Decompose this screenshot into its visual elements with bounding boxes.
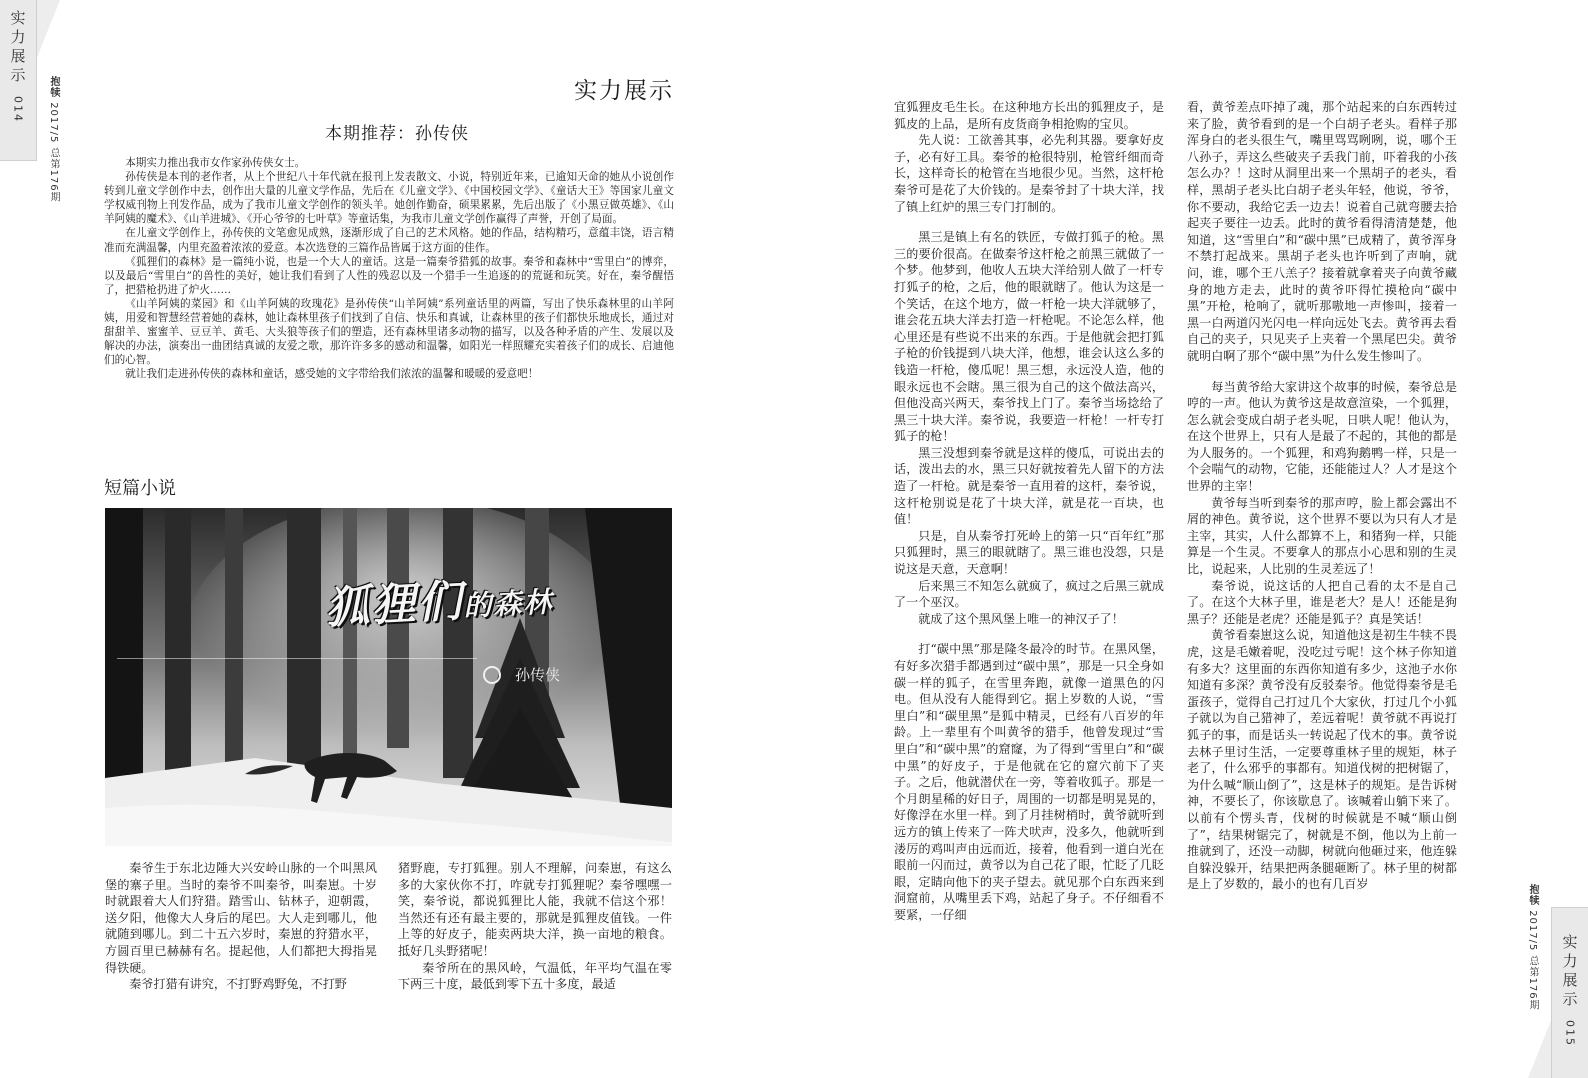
story-column-2: [398, 860, 672, 993]
story-column-3: [894, 99, 1164, 924]
story-title-small: 的森林: [462, 585, 555, 623]
story-title-main: 狐狸们: [324, 575, 465, 634]
title-rule: [117, 658, 477, 659]
story-paragraph: 就成了这个黑风堡上唯一的神汉子了！: [918, 611, 1124, 626]
page-number: 014: [11, 96, 25, 123]
story-paragraph: 先人说：工欲善其事，必先利其器。要拿好皮子，必有好工具。秦爷的枪很特别，枪管纤细而奇长，这样奇长的枪管在当地很少见。当然，这杆枪秦爷可是花了大价钱的。是秦爷封了十块大洋，找了镇上红炉的黑三专门打制的。: [894, 133, 1164, 214]
intro-paragraph: 就让我们走进孙传侠的森林和童话，感受她的文字带给我们浓浓的温馨和暖暖的爱意吧！: [125, 368, 539, 381]
feature-title: 本期推荐：孙传侠: [325, 124, 469, 144]
story-paragraph: 看，黄爷差点吓掉了魂，那个站起来的白东西转过来了脸，黄爷看到的是一个白胡子老头。看样子那浑身白的老头很生气，嘴里骂骂咧咧，说，哪个王八孙子，弄这么些破夹子丢我门前，吓着我的小孩怎么办？！这时从洞里出来一个黑胡子的老头，看样，黑胡子老头比白胡子老头年轻，他说，爷爷，你不要动，我给它丢一边去！说着自己就弯腰去拾起夹子要往一边丢。此时的黄爷看得清清楚楚，他知道，这“雪里白”和“碳中黑”已成精了，黄爷浑身不禁打起战来。黑胡子老头也许听到了声响，就问，谁，哪个王八羔子？接着就拿着夹子向黄爷藏身的地方走去，此时的黄爷吓得忙摸枪向“碳中黑”开枪，枪响了，就听那嗷地一声惨叫，接着一黑一白两道闪光闪电一样向远处飞去。黄爷再去看自己的夹子，只见夹子上夹着一个黑尾巴尖。黄爷就明白啊了那个“碳中黑”为什么发生惨叫了。: [1187, 100, 1457, 363]
intro-paragraph: 《狐狸们的森林》是一篇纯小说，也是一个大人的童话。这是一篇秦爷猎狐的故事。秦爷和森林中“雪里白”的博弈，以及最后“雪里白”的兽性的美好，她让我们看到了人性的残忍以及一个猎手一生追逐的的荒诞和玩笑。好在，秦爷醒悟了，把猎枪扔进了炉火……: [104, 255, 674, 296]
intro-paragraph: 在儿童文学创作上，孙传侠的文笔愈见成熟，逐渐形成了自己的艺术风格。她的作品，结构精巧，意蕴丰饶，语言精准而充满温馨，内里充盈着浓浓的爱意。本次选登的三篇作品皆属于这方面的佳作。: [104, 227, 674, 254]
forest-scene-image: [105, 508, 672, 846]
intro-paragraph: 本期实力推出我市女作家孙传侠女士。: [125, 157, 306, 169]
story-paragraph: 黄爷看秦崽这么说，知道他这是初生牛犊不畏虎，这是毛嫩着呢，没吃过亏呢！这个林子你知道有多大？这里面的东西你知道有多少，这池子水你知道有多深？黄爷没有反驳秦爷。他觉得秦爷是毛蛋孩子，觉得自己打过几个大家伙，打过几个小狐子就以为自己猎神了，差远着呢！黄爷就不再说打狐子的事，而是话头一转说起了伐木的事。黄爷说去林子里讨生活，一定要尊重林子里的规矩，林子老了，什么邪乎的事都有。知道伐树的把树锯了，为什么喊“顺山倒了”，这是林子的规矩。是告诉树神，不要长了，你该歇息了。该喊着山躺下来了。以前有个愣头青，伐树的时候就是不喊“顺山倒了”，结果树锯完了，树就是不倒，他以为上前一推就到了，还没一动脚，树就向他砸过来，他连躲自躲没躲开，结果把两条腿砸断了。林子里的树都是上了岁数的，最小的也有几百岁: [1187, 628, 1457, 892]
page-number: 015: [1563, 1020, 1577, 1047]
tab-section-label: 实力展示: [8, 10, 27, 86]
right-page: [794, 0, 1588, 1078]
story-column-4: [1187, 99, 1457, 893]
margin-tab-right: [1551, 907, 1588, 1078]
issue-number: 总第176期: [1527, 955, 1538, 1011]
issue-date: 2017/5: [1527, 910, 1538, 952]
story-paragraph: 后来黑三不知怎么就疯了，疯过之后黑三就成了一个巫汉。: [894, 578, 1164, 610]
story-paragraph: 黑三是镇上有名的铁匠，专做打狐子的枪。黑三的要价很高。在做秦爷这杆枪之前黑三就做了一个梦。他梦到，他收人五块大洋给别人做了一杆专打狐子的枪，之后，他的眼就瞎了。他认为这是一个笑话，在这个地方，做一杆枪一块大洋就够了，谁会花五块大洋去打造一杆枪呢。不论怎么样，他心里还是有些说不出来的东西。于是他就会把打狐子枪的价钱提到八块大洋，他想，谁会认这么多的钱造一杆枪，傻瓜呢！黑三想，永远没人造，他的眼永远也不会瞎。黑三很为自己的这个做法高兴，但他没高兴两天，秦爷找上门了。秦爷当场捻给了黑三十块大洋。秦爷说，我要造一杆枪！一杆专打狐子的枪！: [894, 230, 1164, 444]
intro-text: [104, 156, 674, 382]
intro-paragraph: 《山羊阿姨的菜园》和《山羊阿姨的玫瑰花》是孙传侠“山羊阿姨”系列童话里的两篇，写出了快乐森林里的山羊阿姨，用爱和智慧经营着她的森林，她让森林里孩子们找到了自信、快乐和真诚，让森林里的孩子们都快乐地成长，通过对甜甜羊、蜜蜜羊、豆豆羊、黄毛、大头狼等孩子们的塑造，还有森林里诸多动物的描写，以及各种矛盾的产生、发展以及解决的办法，演奏出一曲团结真诚的友爱之歌，那许许多多的感动和温馨，如阳光一样照耀充实着孩子们的成长、启迪他们的心智。: [104, 297, 674, 367]
story-paragraph: 黑三没想到秦爷就是这样的傻瓜，可说出去的话，泼出去的水，黑三只好就按着先人留下的方法造了一杆枪。就是秦爷一直用着的这杆，秦爷说，这杆枪别说是花了十块大洋，就是花一百块，也值！: [894, 445, 1164, 527]
story-author-art: [483, 664, 560, 685]
story-title-art: [323, 560, 554, 636]
magazine-brand: 抱犊: [1527, 884, 1538, 906]
intro-paragraph: 孙传侠是本刊的老作者，从上个世纪八十年代就在报刊上发表散文、小说，特别近年来，已逾知天命的她从小说创作转到儿童文学创作中去，创作出大量的儿童文学作品，先后在《儿童文学》、《中国校园文学》、《童话大王》等国家儿童文学权威刊物上刊发作品，成为了我市儿童文学创作的领头羊。她创作勤奋，硕果累累，先后出版了《小黑豆做英雄》、《山羊阿姨的魔术》、《山羊进城》、《开心爷爷的七叶草》等童话集，为我市儿童文学创作赢得了声誉，开创了局面。: [104, 171, 674, 226]
story-paragraph: 宜狐狸皮毛生长。在这种地方长出的狐狸皮子，是狐皮的上品，是所有皮货商争相抢购的宝贝。: [894, 100, 1164, 131]
story-paragraph: 秦爷所在的黑风岭，气温低，年平均气温在零下两三十度，最低到零下五十多度，最适: [398, 960, 672, 992]
section-title: 实力展示: [574, 78, 674, 104]
story-paragraph: 黄爷每当听到秦爷的那声哼，脸上都会露出不屑的神色。黄爷说，这个世界不要以为只有人才是主宰，其实，人什么都算不上，和猪狗一样，只能算是一个生灵。不要拿人的那点小心思和别的生灵比，说起来，人比别的生灵差远了！: [1187, 495, 1457, 577]
story-paragraph: 秦爷说，说这话的人把自己看的太不是自己了。在这个大林子里，谁是老大？是人！还能是狗黑子？还能是老虎？还能是狐子？真是笑话！: [1187, 578, 1457, 626]
story-paragraph: 只是，自从秦爷打死岭上的第一只“百年红”那只狐狸时，黑三的眼就瞎了。黑三谁也没怨，只是说这是天意，天意啊！: [894, 528, 1164, 577]
tab-section-label: 实力展示: [1560, 934, 1579, 1010]
story-paragraph: 秦爷生于东北边陲大兴安岭山脉的一个叫黑风堡的寨子里。当时的秦爷不叫秦爷，叫秦崽。十岁时就跟着大人们狩猎。踏雪山、钻林子，迎朝霞，送夕阳，他像大人身后的尾巴。大人走到哪儿，他就随到哪儿。到二十五六岁时，秦崽的狩猎水平，方圆百里已赫赫有名。提起他，人们都把大拇指晃得铁硬。: [105, 861, 377, 975]
story-paragraph: 每当黄爷给大家讲这个故事的时候，秦爷总是哼的一声。他认为黄爷这是故意渲染，一个狐狸，怎么就会变成白胡子老头呢，日哄人呢！他认为，在这个世界上，只有人是最了不起的，其他的都是为人服务的。一个狐狸，和鸡狗鹅鸭一样，只是一个会喘气的动物，它能，还能能过人？人才是这个世界的主宰！: [1187, 379, 1457, 494]
story-column-1: [105, 860, 377, 993]
sub-heading: 短篇小说: [104, 478, 176, 499]
story-author-name: 孙传侠: [515, 666, 561, 684]
story-paragraph: 打“碳中黑”那是隆冬最冷的时节。在黑风堡，有好多次猎手都遇到过“碳中黑”，那是一只全身如碳一样的狐子，在雪里奔跑，就像一道黑色的闪电。但从没有人能得到它。据上岁数的人说，“雪里白”和“碳里黑”是狐中精灵，已经有八百岁的年龄。上一辈里有个叫黄爷的猎手，他曾发现过“雪里白”和“碳中黑”的窟窿，为了得到“雪里白”和“碳中黑”的好皮子，于是他就在它的窟穴前下了夹子。之后，他就潜伏在一旁，等着收狐子。那是一个月朗星稀的好日子，周围的一切都是明晃晃的，好像浮在水里一样。到了月挂树梢时，黄爷就听到远方的镇上传来了一阵犬吠声，没多久，他就听到溇厉的鸡叫声由远而近，接着，他看到一道白光在眼前一闪而过，黄爷以为自己花了眼，忙眨了几眨眼，定睛向他下的夹子望去。就见那个白东西来到洞窟前，从嘴里丢下鸡，站起了身子。不仔细看不要紧，一仔细: [894, 642, 1164, 922]
story-illustration: [105, 508, 672, 846]
magazine-brand: 抱犊: [48, 76, 59, 98]
issue-number: 总第176期: [48, 147, 59, 203]
issue-info: [1525, 884, 1540, 1011]
story-paragraph: 猪野鹿，专打狐狸。别人不理解，问秦崽，有这么多的大家伙你不打，咋就专打狐狸呢？秦爷嘿嘿一笑，秦爷说，都说狐狸比人能，我就不信这个邪！当然还有还有最主要的，那就是狐狸皮值钱。一件上等的好皮子，能卖两块大洋，换一亩地的粮食。抵好几头野猪呢！: [398, 861, 672, 958]
circle-bullet-icon: [483, 666, 501, 684]
issue-date: 2017/5: [48, 102, 59, 144]
story-paragraph: 秦爷打猎有讲究，不打野鸡野兔，不打野: [129, 977, 347, 992]
